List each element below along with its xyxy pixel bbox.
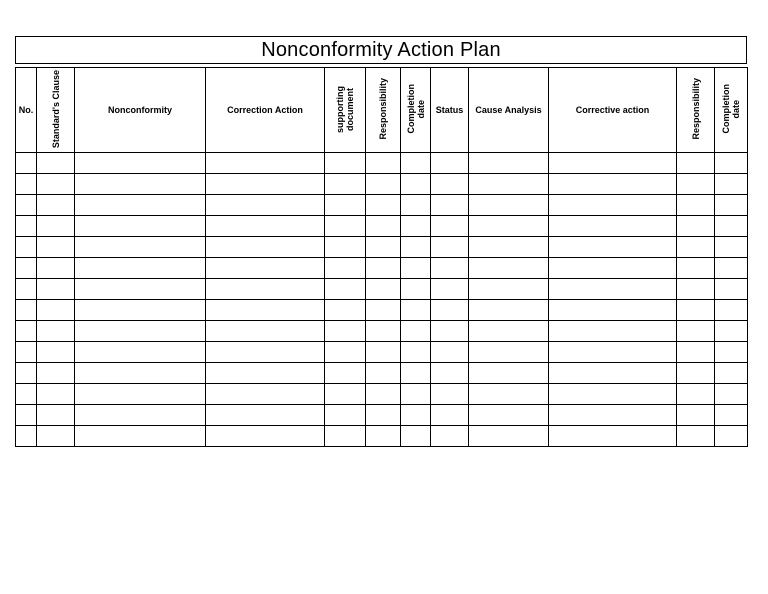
table-cell-standards-clause[interactable] — [37, 321, 75, 342]
table-cell-completion-date-2[interactable] — [715, 153, 748, 174]
table-cell-completion-date-2[interactable] — [715, 363, 748, 384]
table-cell-completion-date-1[interactable] — [401, 237, 431, 258]
table-cell-supporting-document[interactable] — [325, 384, 366, 405]
table-cell-cause-analysis[interactable] — [469, 216, 549, 237]
table-cell-no[interactable] — [16, 426, 37, 447]
table-row — [16, 195, 748, 216]
table-cell-status[interactable] — [431, 426, 469, 447]
table-cell-completion-date-1[interactable] — [401, 321, 431, 342]
column-header-label: Responsibility — [378, 78, 388, 140]
table-cell-no[interactable] — [16, 237, 37, 258]
table-cell-corrective-action[interactable] — [549, 258, 677, 279]
table-cell-cause-analysis[interactable] — [469, 342, 549, 363]
table-cell-status[interactable] — [431, 174, 469, 195]
table-cell-supporting-document[interactable] — [325, 258, 366, 279]
table-cell-nonconformity[interactable] — [75, 384, 206, 405]
column-header-correction-action — [206, 68, 325, 153]
table-cell-supporting-document[interactable] — [325, 174, 366, 195]
table-cell-standards-clause[interactable] — [37, 237, 75, 258]
table-cell-standards-clause[interactable] — [37, 426, 75, 447]
table-cell-no[interactable] — [16, 174, 37, 195]
table-cell-completion-date-2[interactable] — [715, 426, 748, 447]
column-header-completion-date-1 — [401, 68, 431, 153]
table-cell-correction-action[interactable] — [206, 321, 325, 342]
table-cell-responsibility-1[interactable] — [366, 216, 401, 237]
table-cell-completion-date-1[interactable] — [401, 153, 431, 174]
table-cell-standards-clause[interactable] — [37, 279, 75, 300]
table-cell-status[interactable] — [431, 384, 469, 405]
table-cell-responsibility-2[interactable] — [677, 237, 715, 258]
table-cell-no[interactable] — [16, 342, 37, 363]
action-plan-sheet — [15, 36, 747, 447]
table-cell-responsibility-2[interactable] — [677, 342, 715, 363]
table-cell-no[interactable] — [16, 384, 37, 405]
table-cell-no[interactable] — [16, 195, 37, 216]
column-header-supporting-document — [325, 68, 366, 153]
table-cell-status[interactable] — [431, 405, 469, 426]
table-cell-status[interactable] — [431, 321, 469, 342]
table-cell-corrective-action[interactable] — [549, 363, 677, 384]
table-cell-responsibility-1[interactable] — [366, 237, 401, 258]
table-cell-completion-date-1[interactable] — [401, 342, 431, 363]
table-cell-cause-analysis[interactable] — [469, 384, 549, 405]
table-cell-no[interactable] — [16, 279, 37, 300]
table-cell-cause-analysis[interactable] — [469, 321, 549, 342]
table-cell-nonconformity[interactable] — [75, 279, 206, 300]
table-cell-responsibility-1[interactable] — [366, 279, 401, 300]
table-row — [16, 300, 748, 321]
table-cell-nonconformity[interactable] — [75, 321, 206, 342]
table-cell-responsibility-2[interactable] — [677, 258, 715, 279]
table-cell-correction-action[interactable] — [206, 279, 325, 300]
table-cell-supporting-document[interactable] — [325, 363, 366, 384]
table-cell-cause-analysis[interactable] — [469, 405, 549, 426]
table-cell-completion-date-2[interactable] — [715, 258, 748, 279]
table-cell-status[interactable] — [431, 342, 469, 363]
table-cell-cause-analysis[interactable] — [469, 195, 549, 216]
table-cell-nonconformity[interactable] — [75, 405, 206, 426]
table-cell-responsibility-2[interactable] — [677, 384, 715, 405]
table-cell-no[interactable] — [16, 216, 37, 237]
table-cell-completion-date-2[interactable] — [715, 321, 748, 342]
column-header-label: Cause Analysis — [475, 104, 542, 115]
table-header — [16, 68, 748, 153]
column-header-label: Responsibility — [690, 78, 701, 140]
table-cell-nonconformity[interactable] — [75, 258, 206, 279]
table-cell-cause-analysis[interactable] — [469, 174, 549, 195]
table-cell-no[interactable] — [16, 300, 37, 321]
table-cell-supporting-document[interactable] — [325, 279, 366, 300]
column-header-responsibility-2 — [677, 68, 715, 153]
table-cell-cause-analysis[interactable] — [469, 300, 549, 321]
table-cell-responsibility-2[interactable] — [677, 321, 715, 342]
table-cell-correction-action[interactable] — [206, 384, 325, 405]
table-cell-corrective-action[interactable] — [549, 174, 677, 195]
column-header-label: Corrective action — [575, 104, 650, 115]
table-cell-completion-date-1[interactable] — [401, 363, 431, 384]
table-row — [16, 216, 748, 237]
header-row — [16, 68, 748, 153]
table-cell-standards-clause[interactable] — [37, 153, 75, 174]
table-cell-responsibility-1[interactable] — [366, 300, 401, 321]
table-cell-responsibility-2[interactable] — [677, 279, 715, 300]
table-cell-corrective-action[interactable] — [549, 384, 677, 405]
table-cell-completion-date-1[interactable] — [401, 216, 431, 237]
table-cell-completion-date-2[interactable] — [715, 174, 748, 195]
table-cell-supporting-document[interactable] — [325, 426, 366, 447]
table-cell-corrective-action[interactable] — [549, 279, 677, 300]
column-header-nonconformity — [75, 68, 206, 153]
column-header-cause-analysis — [469, 68, 549, 153]
table-cell-correction-action[interactable] — [206, 342, 325, 363]
table-cell-responsibility-1[interactable] — [366, 405, 401, 426]
table-cell-completion-date-1[interactable] — [401, 405, 431, 426]
table-cell-responsibility-2[interactable] — [677, 405, 715, 426]
page-title: Nonconformity Action Plan — [15, 36, 747, 64]
column-header-label: Completion date — [721, 84, 741, 134]
table-cell-cause-analysis[interactable] — [469, 363, 549, 384]
table-cell-completion-date-2[interactable] — [715, 195, 748, 216]
column-header-label: Nonconformity — [108, 104, 172, 115]
table-cell-completion-date-1[interactable] — [401, 426, 431, 447]
table-row — [16, 426, 748, 447]
column-header-label: Standard's Clause — [50, 69, 61, 149]
table-cell-completion-date-1[interactable] — [401, 300, 431, 321]
table-cell-nonconformity[interactable] — [75, 237, 206, 258]
table-cell-nonconformity[interactable] — [75, 216, 206, 237]
table-cell-correction-action[interactable] — [206, 300, 325, 321]
table-cell-standards-clause[interactable] — [37, 258, 75, 279]
action-plan-table — [15, 67, 748, 447]
table-cell-completion-date-2[interactable] — [715, 216, 748, 237]
table-cell-status[interactable] — [431, 195, 469, 216]
table-cell-correction-action[interactable] — [206, 216, 325, 237]
table-row — [16, 342, 748, 363]
column-header-status — [431, 68, 469, 153]
column-header-no — [16, 68, 37, 153]
table-cell-supporting-document[interactable] — [325, 216, 366, 237]
table-cell-status[interactable] — [431, 258, 469, 279]
table-cell-correction-action[interactable] — [206, 237, 325, 258]
table-cell-supporting-document[interactable] — [325, 321, 366, 342]
table-cell-nonconformity[interactable] — [75, 363, 206, 384]
table-cell-standards-clause[interactable] — [37, 216, 75, 237]
table-row — [16, 405, 748, 426]
table-row — [16, 237, 748, 258]
table-cell-status[interactable] — [431, 216, 469, 237]
table-cell-supporting-document[interactable] — [325, 237, 366, 258]
table-cell-responsibility-1[interactable] — [366, 174, 401, 195]
column-header-label: supporting document — [335, 85, 355, 133]
table-cell-corrective-action[interactable] — [549, 216, 677, 237]
table-cell-no[interactable] — [16, 321, 37, 342]
table-cell-responsibility-1[interactable] — [366, 384, 401, 405]
table-cell-completion-date-1[interactable] — [401, 195, 431, 216]
table-cell-status[interactable] — [431, 279, 469, 300]
table-cell-corrective-action[interactable] — [549, 300, 677, 321]
table-cell-nonconformity[interactable] — [75, 153, 206, 174]
table-cell-cause-analysis[interactable] — [469, 279, 549, 300]
table-cell-responsibility-1[interactable] — [366, 363, 401, 384]
table-cell-completion-date-2[interactable] — [715, 342, 748, 363]
table-cell-supporting-document[interactable] — [325, 405, 366, 426]
column-header-responsibility-1 — [366, 68, 401, 153]
table-cell-status[interactable] — [431, 300, 469, 321]
table-cell-no[interactable] — [16, 405, 37, 426]
table-cell-correction-action[interactable] — [206, 195, 325, 216]
table-cell-completion-date-2[interactable] — [715, 384, 748, 405]
column-header-corrective-action — [549, 68, 677, 153]
table-cell-corrective-action[interactable] — [549, 237, 677, 258]
table-cell-supporting-document[interactable] — [325, 195, 366, 216]
table-cell-standards-clause[interactable] — [37, 342, 75, 363]
table-cell-responsibility-1[interactable] — [366, 153, 401, 174]
table-cell-no[interactable] — [16, 363, 37, 384]
column-header-label: Status — [435, 104, 464, 115]
column-header-label: Correction Action — [227, 104, 303, 115]
table-cell-completion-date-1[interactable] — [401, 174, 431, 195]
table-cell-responsibility-2[interactable] — [677, 363, 715, 384]
column-header-standards-clause — [37, 68, 75, 153]
table-cell-correction-action[interactable] — [206, 426, 325, 447]
table-cell-nonconformity[interactable] — [75, 195, 206, 216]
table-cell-standards-clause[interactable] — [37, 405, 75, 426]
table-cell-responsibility-2[interactable] — [677, 153, 715, 174]
table-cell-corrective-action[interactable] — [549, 321, 677, 342]
table-cell-responsibility-2[interactable] — [677, 174, 715, 195]
table-row — [16, 384, 748, 405]
table-cell-nonconformity[interactable] — [75, 174, 206, 195]
table-row — [16, 258, 748, 279]
table-cell-standards-clause[interactable] — [37, 300, 75, 321]
table-cell-no[interactable] — [16, 258, 37, 279]
table-cell-responsibility-2[interactable] — [677, 300, 715, 321]
table-cell-corrective-action[interactable] — [549, 195, 677, 216]
table-cell-nonconformity[interactable] — [75, 300, 206, 321]
table-cell-supporting-document[interactable] — [325, 342, 366, 363]
table-cell-responsibility-2[interactable] — [677, 195, 715, 216]
table-row — [16, 321, 748, 342]
table-cell-completion-date-2[interactable] — [715, 300, 748, 321]
column-header-label: Completion date — [405, 84, 426, 134]
table-cell-status[interactable] — [431, 363, 469, 384]
table-cell-nonconformity[interactable] — [75, 342, 206, 363]
table-cell-standards-clause[interactable] — [37, 384, 75, 405]
table-cell-correction-action[interactable] — [206, 174, 325, 195]
table-cell-completion-date-2[interactable] — [715, 237, 748, 258]
table-cell-corrective-action[interactable] — [549, 153, 677, 174]
table-cell-responsibility-1[interactable] — [366, 258, 401, 279]
table-cell-status[interactable] — [431, 237, 469, 258]
table-row — [16, 279, 748, 300]
table-body — [16, 153, 748, 447]
table-cell-standards-clause[interactable] — [37, 363, 75, 384]
table-cell-status[interactable] — [431, 153, 469, 174]
table-cell-correction-action[interactable] — [206, 405, 325, 426]
table-cell-completion-date-1[interactable] — [401, 384, 431, 405]
table-cell-corrective-action[interactable] — [549, 426, 677, 447]
table-cell-correction-action[interactable] — [206, 153, 325, 174]
table-cell-completion-date-2[interactable] — [715, 279, 748, 300]
column-header-label: No. — [18, 104, 34, 115]
table-cell-corrective-action[interactable] — [549, 342, 677, 363]
table-cell-completion-date-1[interactable] — [401, 258, 431, 279]
table-cell-responsibility-2[interactable] — [677, 426, 715, 447]
table-row — [16, 174, 748, 195]
table-cell-cause-analysis[interactable] — [469, 258, 549, 279]
table-cell-corrective-action[interactable] — [549, 405, 677, 426]
table-cell-standards-clause[interactable] — [37, 195, 75, 216]
table-cell-standards-clause[interactable] — [37, 174, 75, 195]
table-cell-correction-action[interactable] — [206, 363, 325, 384]
table-cell-completion-date-1[interactable] — [401, 279, 431, 300]
table-cell-completion-date-2[interactable] — [715, 405, 748, 426]
table-cell-responsibility-2[interactable] — [677, 216, 715, 237]
table-cell-supporting-document[interactable] — [325, 300, 366, 321]
table-cell-cause-analysis[interactable] — [469, 153, 549, 174]
table-row — [16, 153, 748, 174]
table-cell-responsibility-1[interactable] — [366, 426, 401, 447]
table-cell-responsibility-1[interactable] — [366, 195, 401, 216]
table-cell-correction-action[interactable] — [206, 258, 325, 279]
table-cell-supporting-document[interactable] — [325, 153, 366, 174]
table-cell-responsibility-1[interactable] — [366, 321, 401, 342]
table-cell-cause-analysis[interactable] — [469, 237, 549, 258]
column-header-completion-date-2 — [715, 68, 748, 153]
table-cell-responsibility-1[interactable] — [366, 342, 401, 363]
table-row — [16, 363, 748, 384]
table-cell-cause-analysis[interactable] — [469, 426, 549, 447]
table-cell-nonconformity[interactable] — [75, 426, 206, 447]
table-cell-no[interactable] — [16, 153, 37, 174]
